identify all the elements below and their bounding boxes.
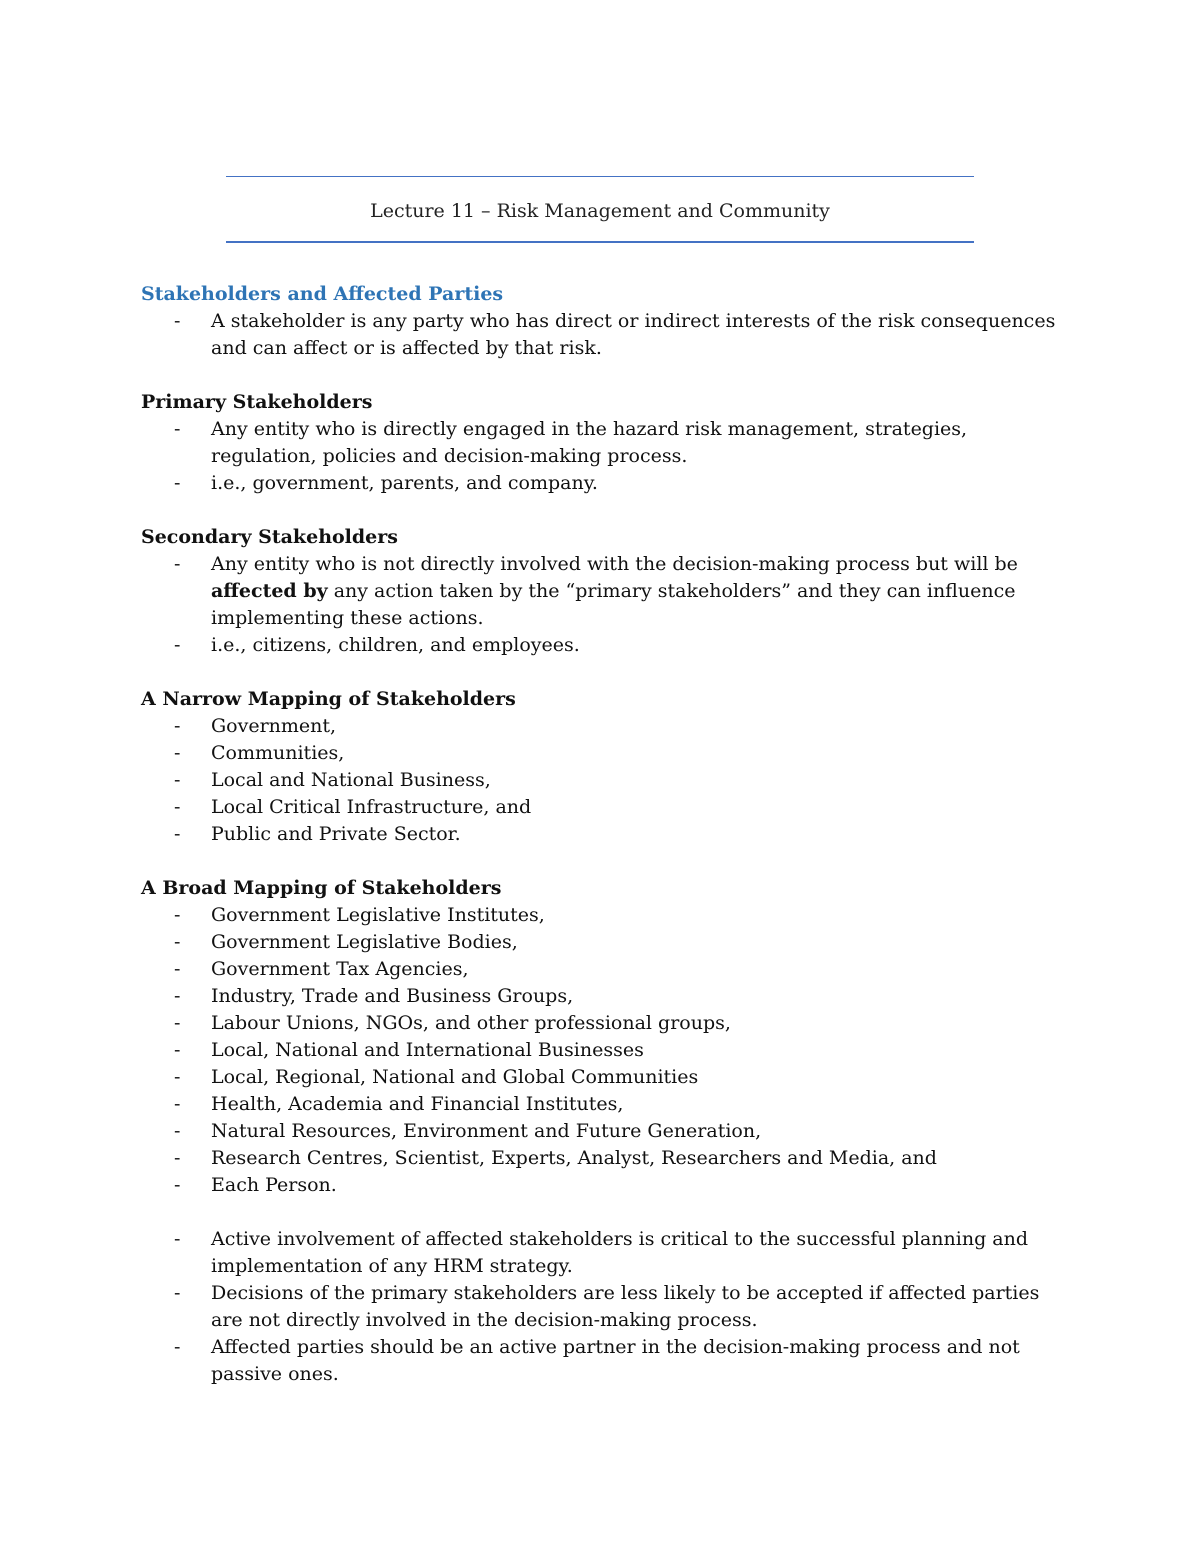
- dash-bullet: -: [174, 985, 181, 1007]
- list-item: [141, 983, 1061, 1010]
- bullet-list: [141, 902, 1061, 1199]
- list-item-text: Health, Academia and Financial Institutes,: [211, 1093, 624, 1115]
- section-heading: Secondary Stakeholders: [141, 526, 398, 548]
- dash-bullet: -: [174, 769, 181, 791]
- bullet-list: [141, 713, 1061, 848]
- list-item-text: Public and Private Sector.: [211, 823, 461, 845]
- section-broad-mapping: [141, 875, 1061, 1388]
- list-item-text: A stakeholder is any party who has direct or indirect interests of the risk consequences and can affect or is affected by that risk.: [211, 310, 1056, 359]
- list-item-text: Local Critical Infrastructure, and: [211, 796, 532, 818]
- list-item-text: Any entity who is directly engaged in the hazard risk management, strategies, regulation, policies and decision-making process.: [211, 418, 968, 467]
- list-item-text: Decisions of the primary stakeholders are less likely to be accepted if affected parties are not directly involved in the decision-making process.: [211, 1282, 1040, 1331]
- list-item: [141, 713, 1061, 740]
- list-item: [141, 1280, 1061, 1334]
- dash-bullet: -: [174, 1066, 181, 1088]
- section-narrow-mapping: [141, 686, 1061, 848]
- dash-bullet: -: [174, 634, 181, 656]
- dash-bullet: -: [174, 1039, 181, 1061]
- list-item-text: i.e., government, parents, and company.: [211, 472, 598, 494]
- list-item: [141, 1118, 1061, 1145]
- dash-bullet: -: [174, 1282, 181, 1304]
- dash-bullet: -: [174, 931, 181, 953]
- dash-bullet: -: [174, 1147, 181, 1169]
- list-item: [141, 551, 1061, 632]
- list-item-text: Research Centres, Scientist, Experts, Analyst, Researchers and Media, and: [211, 1147, 937, 1169]
- list-item: [141, 767, 1061, 794]
- list-item-text: Local, National and International Businesses: [211, 1039, 644, 1061]
- list-item: [141, 1172, 1061, 1199]
- list-item: [141, 956, 1061, 983]
- list-item: [141, 1010, 1061, 1037]
- section-heading: A Narrow Mapping of Stakeholders: [141, 688, 516, 710]
- dash-bullet: -: [174, 1228, 181, 1250]
- list-item: [141, 308, 1061, 362]
- dash-bullet: -: [174, 418, 181, 440]
- emphasis-text: affected by: [211, 580, 328, 602]
- section-heading: A Broad Mapping of Stakeholders: [141, 877, 502, 899]
- bullet-list: [141, 308, 1061, 362]
- list-item: [141, 1091, 1061, 1118]
- section-primary-stakeholders: [141, 389, 1061, 497]
- list-item-text: Natural Resources, Environment and Future Generation,: [211, 1120, 762, 1142]
- list-item-text: Local and National Business,: [211, 769, 491, 791]
- list-item: [141, 794, 1061, 821]
- section-heading: Stakeholders and Affected Parties: [141, 283, 504, 305]
- list-item: [141, 740, 1061, 767]
- list-item-text: Government Legislative Institutes,: [211, 904, 545, 926]
- list-item-text: Industry, Trade and Business Groups,: [211, 985, 574, 1007]
- list-item-text: Government Tax Agencies,: [211, 958, 469, 980]
- list-item-text: Communities,: [211, 742, 345, 764]
- notes-list: [141, 1226, 1061, 1388]
- list-item: [141, 1334, 1061, 1388]
- list-item: [141, 821, 1061, 848]
- dash-bullet: -: [174, 553, 181, 575]
- list-item-text: Each Person.: [211, 1174, 337, 1196]
- dash-bullet: -: [174, 310, 181, 332]
- list-item-text: Affected parties should be an active partner in the decision-making process and not passive ones.: [211, 1336, 1020, 1385]
- list-item: [141, 632, 1061, 659]
- title-rule-bottom: [226, 241, 974, 243]
- list-item: [141, 1064, 1061, 1091]
- list-item-text: Active involvement of affected stakeholders is critical to the successful planning and implementation of any HRM strategy.: [211, 1228, 1029, 1277]
- list-item: [141, 929, 1061, 956]
- list-item-text: i.e., citizens, children, and employees.: [211, 634, 580, 656]
- dash-bullet: -: [174, 904, 181, 926]
- section-secondary-stakeholders: [141, 524, 1061, 659]
- dash-bullet: -: [174, 823, 181, 845]
- dash-bullet: -: [174, 796, 181, 818]
- title-rule-top: [226, 176, 974, 177]
- section-stakeholders: [141, 281, 1061, 362]
- dash-bullet: -: [174, 958, 181, 980]
- list-item: [141, 416, 1061, 470]
- list-item: [141, 1226, 1061, 1280]
- bullet-list: [141, 416, 1061, 497]
- list-item-text-post: any action taken by the “primary stakeholders” and they can influence implementing these actions.: [211, 580, 1016, 629]
- dash-bullet: -: [174, 1336, 181, 1358]
- dash-bullet: -: [174, 742, 181, 764]
- list-item-text-pre: Any entity who is not directly involved with the decision-making process but will be: [211, 553, 1018, 575]
- list-spacer: [141, 1199, 1061, 1226]
- dash-bullet: -: [174, 715, 181, 737]
- dash-bullet: -: [174, 472, 181, 494]
- list-item-text: Local, Regional, National and Global Communities: [211, 1066, 699, 1088]
- list-item: [141, 1145, 1061, 1172]
- dash-bullet: -: [174, 1093, 181, 1115]
- list-item-text: Government,: [211, 715, 337, 737]
- dash-bullet: -: [174, 1174, 181, 1196]
- list-item: [141, 1037, 1061, 1064]
- dash-bullet: -: [174, 1120, 181, 1142]
- list-item-text: Government Legislative Bodies,: [211, 931, 518, 953]
- document-title: Lecture 11 – Risk Management and Community: [370, 200, 830, 222]
- dash-bullet: -: [174, 1012, 181, 1034]
- list-item: [141, 470, 1061, 497]
- section-heading: Primary Stakeholders: [141, 391, 373, 413]
- list-item: [141, 902, 1061, 929]
- list-item-text: Labour Unions, NGOs, and other professional groups,: [211, 1012, 731, 1034]
- title-block: [226, 176, 974, 246]
- bullet-list: [141, 551, 1061, 659]
- document-body: [141, 281, 1061, 1415]
